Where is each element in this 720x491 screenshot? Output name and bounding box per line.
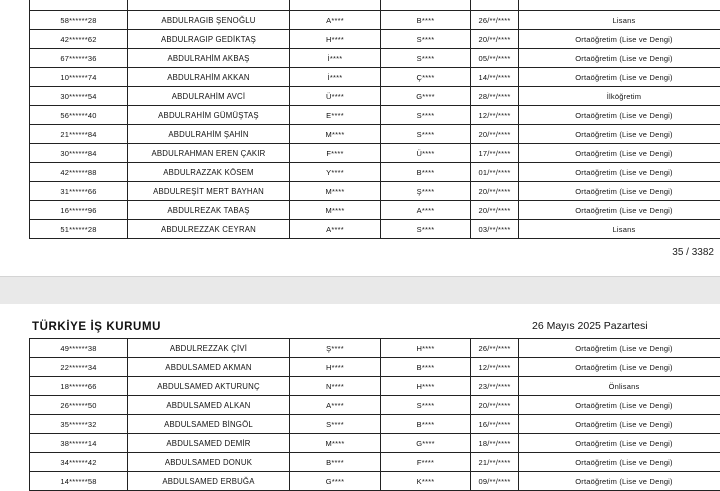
birth-date-cell: 26/**/**** — [471, 339, 519, 358]
education-level-cell: Lisans — [519, 220, 720, 239]
father-name-cell: B**** — [290, 453, 381, 472]
father-name-cell: Ü**** — [290, 87, 381, 106]
birth-date-cell: 28/**/**** — [471, 87, 519, 106]
full-name-cell: ABDULRAZZAK KÖSEM — [128, 163, 290, 182]
father-name-cell: Y**** — [290, 163, 381, 182]
birth-date-cell — [471, 0, 519, 11]
father-name-cell: H**** — [290, 30, 381, 49]
table-row — [30, 377, 720, 396]
education-level-cell: Ortaöğretim (Lise ve Dengi) — [519, 182, 720, 201]
birth-date-cell: 20/**/**** — [471, 182, 519, 201]
father-name-cell: A**** — [290, 396, 381, 415]
table-row — [30, 434, 720, 453]
education-level-cell: Ortaöğretim (Lise ve Dengi) — [519, 339, 720, 358]
education-level-cell: Ortaöğretim (Lise ve Dengi) — [519, 453, 720, 472]
mother-name-cell: G**** — [381, 434, 471, 453]
page-separator — [0, 276, 720, 305]
masked-id-cell — [30, 0, 128, 11]
records-table-page-36 — [29, 338, 720, 491]
father-name-cell: H**** — [290, 358, 381, 377]
education-level-cell: Ortaöğretim (Lise ve Dengi) — [519, 434, 720, 453]
table-row — [30, 396, 720, 415]
table-row — [30, 49, 720, 68]
education-level-cell: Ortaöğretim (Lise ve Dengi) — [519, 144, 720, 163]
mother-name-cell — [381, 0, 471, 11]
education-level-cell — [519, 0, 720, 11]
masked-id-cell: 31******66 — [30, 182, 128, 201]
mother-name-cell: S**** — [381, 106, 471, 125]
birth-date-cell: 16/**/**** — [471, 415, 519, 434]
father-name-cell: N**** — [290, 377, 381, 396]
full-name-cell: ABDULRAHİM AKBAŞ — [128, 49, 290, 68]
table-row — [30, 144, 720, 163]
full-name-cell: ABDULRAHİM ŞAHİN — [128, 125, 290, 144]
birth-date-cell: 12/**/**** — [471, 106, 519, 125]
full-name-cell: ABDULSAMED ALKAN — [128, 396, 290, 415]
table-row — [30, 220, 720, 239]
table-row — [30, 182, 720, 201]
table-row — [30, 339, 720, 358]
full-name-cell: ABDULSAMED DEMİR — [128, 434, 290, 453]
father-name-cell: A**** — [290, 11, 381, 30]
birth-date-cell: 21/**/**** — [471, 453, 519, 472]
table-row — [30, 68, 720, 87]
masked-id-cell: 21******84 — [30, 125, 128, 144]
masked-id-cell: 42******62 — [30, 30, 128, 49]
full-name-cell: ABDULRAHMAN EREN ÇAKIR — [128, 144, 290, 163]
birth-date-cell: 17/**/**** — [471, 144, 519, 163]
organization-title: TÜRKİYE İŞ KURUMU — [32, 321, 162, 333]
birth-date-cell: 14/**/**** — [471, 68, 519, 87]
birth-date-cell: 03/**/**** — [471, 220, 519, 239]
birth-date-cell: 20/**/**** — [471, 125, 519, 144]
mother-name-cell: H**** — [381, 377, 471, 396]
mother-name-cell: A**** — [381, 201, 471, 220]
birth-date-cell: 09/**/**** — [471, 472, 519, 491]
masked-id-cell: 67******36 — [30, 49, 128, 68]
father-name-cell: Ş**** — [290, 339, 381, 358]
full-name-cell: ABDULRAHİM AVCİ — [128, 87, 290, 106]
full-name-cell: ABDULREZZAK CEYRAN — [128, 220, 290, 239]
table-row — [30, 11, 720, 30]
full-name-cell: ABDULREŞİT MERT BAYHAN — [128, 182, 290, 201]
father-name-cell: A**** — [290, 220, 381, 239]
full-name-cell — [128, 0, 290, 11]
education-level-cell: Ortaöğretim (Lise ve Dengi) — [519, 358, 720, 377]
father-name-cell: İ**** — [290, 68, 381, 87]
education-level-cell: Ortaöğretim (Lise ve Dengi) — [519, 472, 720, 491]
mother-name-cell: B**** — [381, 11, 471, 30]
table-row — [30, 358, 720, 377]
full-name-cell: ABDULRAGIP GEDİKTAŞ — [128, 30, 290, 49]
masked-id-cell: 58******28 — [30, 11, 128, 30]
father-name-cell: E**** — [290, 106, 381, 125]
full-name-cell: ABDULSAMED ERBUĞA — [128, 472, 290, 491]
education-level-cell: Ortaöğretim (Lise ve Dengi) — [519, 125, 720, 144]
father-name-cell: İ**** — [290, 49, 381, 68]
table-row — [30, 87, 720, 106]
full-name-cell: ABDULRAHİM GÜMÜŞTAŞ — [128, 106, 290, 125]
masked-id-cell: 22******34 — [30, 358, 128, 377]
table-row — [30, 415, 720, 434]
full-name-cell: ABDULSAMED AKTURUNÇ — [128, 377, 290, 396]
education-level-cell: Ortaöğretim (Lise ve Dengi) — [519, 396, 720, 415]
table-row — [30, 163, 720, 182]
mother-name-cell: B**** — [381, 358, 471, 377]
masked-id-cell: 30******84 — [30, 144, 128, 163]
full-name-cell: ABDULREZAK TABAŞ — [128, 201, 290, 220]
mother-name-cell: S**** — [381, 49, 471, 68]
masked-id-cell: 26******50 — [30, 396, 128, 415]
mother-name-cell: S**** — [381, 396, 471, 415]
masked-id-cell: 49******38 — [30, 339, 128, 358]
education-level-cell: Ortaöğretim (Lise ve Dengi) — [519, 415, 720, 434]
father-name-cell: M**** — [290, 182, 381, 201]
full-name-cell: ABDULREZZAK ÇİVİ — [128, 339, 290, 358]
table-row — [30, 453, 720, 472]
birth-date-cell: 20/**/**** — [471, 396, 519, 415]
page-number: 35 / 3382 — [672, 247, 714, 258]
masked-id-cell: 38******14 — [30, 434, 128, 453]
father-name-cell: M**** — [290, 201, 381, 220]
masked-id-cell: 14******58 — [30, 472, 128, 491]
masked-id-cell: 56******40 — [30, 106, 128, 125]
mother-name-cell: B**** — [381, 163, 471, 182]
masked-id-cell: 42******88 — [30, 163, 128, 182]
table-row — [30, 106, 720, 125]
mother-name-cell: Ç**** — [381, 68, 471, 87]
father-name-cell: F**** — [290, 144, 381, 163]
birth-date-cell: 05/**/**** — [471, 49, 519, 68]
document-page-36 — [0, 304, 720, 491]
masked-id-cell: 30******54 — [30, 87, 128, 106]
father-name-cell: S**** — [290, 415, 381, 434]
masked-id-cell: 35******32 — [30, 415, 128, 434]
masked-id-cell: 10******74 — [30, 68, 128, 87]
mother-name-cell: H**** — [381, 339, 471, 358]
mother-name-cell: S**** — [381, 125, 471, 144]
education-level-cell: Ortaöğretim (Lise ve Dengi) — [519, 163, 720, 182]
table-row — [30, 30, 720, 49]
full-name-cell: ABDULRAGIB ŞENOĞLU — [128, 11, 290, 30]
mother-name-cell: Ş**** — [381, 182, 471, 201]
mother-name-cell: B**** — [381, 415, 471, 434]
education-level-cell: Önlisans — [519, 377, 720, 396]
birth-date-cell: 20/**/**** — [471, 30, 519, 49]
birth-date-cell: 20/**/**** — [471, 201, 519, 220]
mother-name-cell: K**** — [381, 472, 471, 491]
mother-name-cell: Ü**** — [381, 144, 471, 163]
full-name-cell: ABDULSAMED BİNGÖL — [128, 415, 290, 434]
records-table-page-35 — [29, 0, 720, 239]
mother-name-cell: G**** — [381, 87, 471, 106]
education-level-cell: Lisans — [519, 11, 720, 30]
report-date: 26 Mayıs 2025 Pazartesi — [532, 320, 648, 332]
table-row — [30, 125, 720, 144]
masked-id-cell: 16******96 — [30, 201, 128, 220]
father-name-cell: G**** — [290, 472, 381, 491]
masked-id-cell: 18******66 — [30, 377, 128, 396]
education-level-cell: Ortaöğretim (Lise ve Dengi) — [519, 68, 720, 87]
education-level-cell: Ortaöğretim (Lise ve Dengi) — [519, 49, 720, 68]
table-row — [30, 201, 720, 220]
mother-name-cell: S**** — [381, 220, 471, 239]
full-name-cell: ABDULRAHİM AKKAN — [128, 68, 290, 87]
education-level-cell: Ortaöğretim (Lise ve Dengi) — [519, 106, 720, 125]
masked-id-cell: 51******28 — [30, 220, 128, 239]
full-name-cell: ABDULSAMED DONUK — [128, 453, 290, 472]
father-name-cell: M**** — [290, 125, 381, 144]
masked-id-cell: 34******42 — [30, 453, 128, 472]
father-name-cell: M**** — [290, 434, 381, 453]
education-level-cell: Ortaöğretim (Lise ve Dengi) — [519, 201, 720, 220]
birth-date-cell: 01/**/**** — [471, 163, 519, 182]
father-name-cell — [290, 0, 381, 11]
table-row — [30, 0, 720, 11]
table-row — [30, 472, 720, 491]
birth-date-cell: 12/**/**** — [471, 358, 519, 377]
mother-name-cell: S**** — [381, 30, 471, 49]
education-level-cell: Ortaöğretim (Lise ve Dengi) — [519, 30, 720, 49]
birth-date-cell: 26/**/**** — [471, 11, 519, 30]
birth-date-cell: 23/**/**** — [471, 377, 519, 396]
education-level-cell: İlköğretim — [519, 87, 720, 106]
birth-date-cell: 18/**/**** — [471, 434, 519, 453]
full-name-cell: ABDULSAMED AKMAN — [128, 358, 290, 377]
mother-name-cell: F**** — [381, 453, 471, 472]
